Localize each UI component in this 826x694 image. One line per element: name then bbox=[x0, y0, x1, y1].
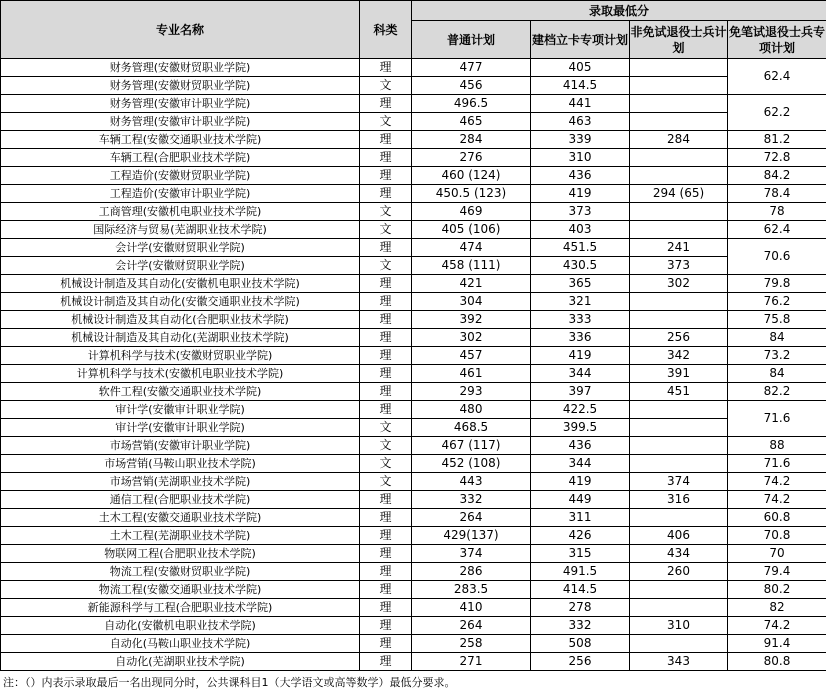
exempt-score-cell: 80.2 bbox=[728, 581, 826, 599]
exempt-score-cell: 60.8 bbox=[728, 509, 826, 527]
subject-cell: 理 bbox=[360, 239, 412, 257]
table-row bbox=[1, 167, 826, 185]
header-major: 专业名称 bbox=[1, 1, 360, 59]
nonexempt-score-cell bbox=[630, 221, 728, 239]
table-row bbox=[1, 239, 826, 257]
table-row bbox=[1, 149, 826, 167]
major-cell: 机械设计制造及其自动化(芜湖职业技术学院) bbox=[1, 329, 360, 347]
major-cell: 审计学(安徽审计职业学院) bbox=[1, 419, 360, 437]
footnote: 注：（）内表示录取最后一名出现同分时，公共课科目1（大学语文或高等数学）最低分要求。 bbox=[3, 676, 456, 689]
table-row bbox=[1, 527, 826, 545]
exempt-score-cell: 62.4 bbox=[728, 59, 826, 95]
regular-score-cell: 392 bbox=[412, 311, 531, 329]
exempt-score-cell: 62.4 bbox=[728, 221, 826, 239]
regular-score-cell: 410 bbox=[412, 599, 531, 617]
subject-cell: 理 bbox=[360, 383, 412, 401]
nonexempt-score-cell: 342 bbox=[630, 347, 728, 365]
card-score-cell: 441 bbox=[531, 95, 630, 113]
table-row bbox=[1, 653, 826, 671]
card-score-cell: 256 bbox=[531, 653, 630, 671]
subject-cell: 理 bbox=[360, 347, 412, 365]
card-score-cell: 399.5 bbox=[531, 419, 630, 437]
card-score-cell: 436 bbox=[531, 167, 630, 185]
major-cell: 工商管理(安徽机电职业技术学院) bbox=[1, 203, 360, 221]
table-row bbox=[1, 491, 826, 509]
subject-cell: 理 bbox=[360, 293, 412, 311]
major-cell: 财务管理(安徽审计职业学院) bbox=[1, 95, 360, 113]
table-row bbox=[1, 329, 826, 347]
regular-score-cell: 460 (124) bbox=[412, 167, 531, 185]
nonexempt-score-cell: 284 bbox=[630, 131, 728, 149]
card-score-cell: 315 bbox=[531, 545, 630, 563]
table-row bbox=[1, 95, 826, 113]
subject-cell: 理 bbox=[360, 167, 412, 185]
exempt-score-cell: 78 bbox=[728, 203, 826, 221]
subject-cell: 理 bbox=[360, 599, 412, 617]
table-row bbox=[1, 77, 826, 95]
major-cell: 新能源科学与工程(合肥职业技术学院) bbox=[1, 599, 360, 617]
major-cell: 会计学(安徽财贸职业学院) bbox=[1, 257, 360, 275]
card-score-cell: 436 bbox=[531, 437, 630, 455]
subject-cell: 理 bbox=[360, 563, 412, 581]
regular-score-cell: 480 bbox=[412, 401, 531, 419]
nonexempt-score-cell: 343 bbox=[630, 653, 728, 671]
card-score-cell: 463 bbox=[531, 113, 630, 131]
major-cell: 物联网工程(合肥职业技术学院) bbox=[1, 545, 360, 563]
table-row bbox=[1, 401, 826, 419]
major-cell: 市场营销(芜湖职业技术学院) bbox=[1, 473, 360, 491]
table-row bbox=[1, 185, 826, 203]
regular-score-cell: 474 bbox=[412, 239, 531, 257]
subject-cell: 理 bbox=[360, 311, 412, 329]
major-cell: 通信工程(合肥职业技术学院) bbox=[1, 491, 360, 509]
card-score-cell: 397 bbox=[531, 383, 630, 401]
card-score-cell: 419 bbox=[531, 473, 630, 491]
major-cell: 计算机科学与技术(安徽机电职业技术学院) bbox=[1, 365, 360, 383]
exempt-score-cell: 75.8 bbox=[728, 311, 826, 329]
card-score-cell: 419 bbox=[531, 347, 630, 365]
major-cell: 市场营销(马鞍山职业技术学院) bbox=[1, 455, 360, 473]
major-cell: 国际经济与贸易(芜湖职业技术学院) bbox=[1, 221, 360, 239]
major-cell: 机械设计制造及其自动化(安徽机电职业技术学院) bbox=[1, 275, 360, 293]
regular-score-cell: 496.5 bbox=[412, 95, 531, 113]
exempt-score-cell: 62.2 bbox=[728, 95, 826, 131]
table-row bbox=[1, 131, 826, 149]
nonexempt-score-cell bbox=[630, 149, 728, 167]
subject-cell: 理 bbox=[360, 527, 412, 545]
table-row bbox=[1, 59, 826, 77]
subject-cell: 理 bbox=[360, 491, 412, 509]
card-score-cell: 365 bbox=[531, 275, 630, 293]
card-score-cell: 333 bbox=[531, 311, 630, 329]
exempt-score-cell: 84.2 bbox=[728, 167, 826, 185]
table-row bbox=[1, 599, 826, 617]
nonexempt-score-cell bbox=[630, 113, 728, 131]
exempt-score-cell: 81.2 bbox=[728, 131, 826, 149]
exempt-score-cell: 80.8 bbox=[728, 653, 826, 671]
nonexempt-score-cell bbox=[630, 95, 728, 113]
table-row bbox=[1, 275, 826, 293]
nonexempt-score-cell: 241 bbox=[630, 239, 728, 257]
major-cell: 财务管理(安徽审计职业学院) bbox=[1, 113, 360, 131]
exempt-score-cell: 79.4 bbox=[728, 563, 826, 581]
nonexempt-score-cell: 316 bbox=[630, 491, 728, 509]
major-cell: 财务管理(安徽财贸职业学院) bbox=[1, 77, 360, 95]
nonexempt-score-cell bbox=[630, 437, 728, 455]
card-score-cell: 310 bbox=[531, 149, 630, 167]
subject-cell: 文 bbox=[360, 437, 412, 455]
subject-cell: 文 bbox=[360, 113, 412, 131]
card-score-cell: 449 bbox=[531, 491, 630, 509]
major-cell: 计算机科学与技术(安徽财贸职业学院) bbox=[1, 347, 360, 365]
regular-score-cell: 264 bbox=[412, 509, 531, 527]
exempt-score-cell: 91.4 bbox=[728, 635, 826, 653]
regular-score-cell: 304 bbox=[412, 293, 531, 311]
table-row bbox=[1, 437, 826, 455]
major-cell: 工程造价(安徽财贸职业学院) bbox=[1, 167, 360, 185]
exempt-score-cell: 78.4 bbox=[728, 185, 826, 203]
exempt-score-cell: 76.2 bbox=[728, 293, 826, 311]
regular-score-cell: 452 (108) bbox=[412, 455, 531, 473]
subject-cell: 文 bbox=[360, 77, 412, 95]
nonexempt-score-cell: 373 bbox=[630, 257, 728, 275]
major-cell: 审计学(安徽审计职业学院) bbox=[1, 401, 360, 419]
major-cell: 会计学(安徽财贸职业学院) bbox=[1, 239, 360, 257]
nonexempt-score-cell: 302 bbox=[630, 275, 728, 293]
table-row bbox=[1, 545, 826, 563]
subject-cell: 文 bbox=[360, 419, 412, 437]
major-cell: 自动化(芜湖职业技术学院) bbox=[1, 653, 360, 671]
regular-score-cell: 271 bbox=[412, 653, 531, 671]
regular-score-cell: 332 bbox=[412, 491, 531, 509]
subject-cell: 理 bbox=[360, 275, 412, 293]
subject-cell: 文 bbox=[360, 473, 412, 491]
exempt-score-cell: 82 bbox=[728, 599, 826, 617]
exempt-score-cell: 74.2 bbox=[728, 617, 826, 635]
regular-score-cell: 374 bbox=[412, 545, 531, 563]
nonexempt-score-cell bbox=[630, 401, 728, 419]
nonexempt-score-cell bbox=[630, 311, 728, 329]
card-score-cell: 491.5 bbox=[531, 563, 630, 581]
subject-cell: 理 bbox=[360, 131, 412, 149]
table-body bbox=[1, 59, 826, 671]
card-score-cell: 278 bbox=[531, 599, 630, 617]
nonexempt-score-cell: 310 bbox=[630, 617, 728, 635]
major-cell: 车辆工程(安徽交通职业技术学院) bbox=[1, 131, 360, 149]
major-cell: 工程造价(安徽审计职业学院) bbox=[1, 185, 360, 203]
regular-score-cell: 458 (111) bbox=[412, 257, 531, 275]
regular-score-cell: 276 bbox=[412, 149, 531, 167]
card-score-cell: 339 bbox=[531, 131, 630, 149]
exempt-score-cell: 70.8 bbox=[728, 527, 826, 545]
table-row bbox=[1, 113, 826, 131]
table-row bbox=[1, 311, 826, 329]
header-regular-plan: 普通计划 bbox=[412, 21, 531, 59]
subject-cell: 文 bbox=[360, 203, 412, 221]
nonexempt-score-cell bbox=[630, 293, 728, 311]
regular-score-cell: 477 bbox=[412, 59, 531, 77]
regular-score-cell: 461 bbox=[412, 365, 531, 383]
exempt-score-cell: 72.8 bbox=[728, 149, 826, 167]
table-row bbox=[1, 365, 826, 383]
exempt-score-cell: 70 bbox=[728, 545, 826, 563]
exempt-score-cell: 70.6 bbox=[728, 239, 826, 275]
table-row bbox=[1, 509, 826, 527]
major-cell: 自动化(马鞍山职业技术学院) bbox=[1, 635, 360, 653]
nonexempt-score-cell bbox=[630, 455, 728, 473]
nonexempt-score-cell: 256 bbox=[630, 329, 728, 347]
regular-score-cell: 405 (106) bbox=[412, 221, 531, 239]
regular-score-cell: 429(137) bbox=[412, 527, 531, 545]
major-cell: 自动化(安徽机电职业技术学院) bbox=[1, 617, 360, 635]
header-nonexempt-veteran-plan: 非免试退役士兵计划 bbox=[630, 21, 728, 59]
nonexempt-score-cell bbox=[630, 419, 728, 437]
subject-cell: 理 bbox=[360, 329, 412, 347]
card-score-cell: 332 bbox=[531, 617, 630, 635]
header-min-score-group: 录取最低分 bbox=[412, 1, 826, 21]
table-row bbox=[1, 203, 826, 221]
nonexempt-score-cell bbox=[630, 203, 728, 221]
exempt-score-cell: 84 bbox=[728, 329, 826, 347]
table-row bbox=[1, 257, 826, 275]
subject-cell: 理 bbox=[360, 401, 412, 419]
nonexempt-score-cell bbox=[630, 59, 728, 77]
subject-cell: 文 bbox=[360, 257, 412, 275]
regular-score-cell: 283.5 bbox=[412, 581, 531, 599]
table-row bbox=[1, 473, 826, 491]
card-score-cell: 321 bbox=[531, 293, 630, 311]
subject-cell: 理 bbox=[360, 581, 412, 599]
header-card-plan: 建档立卡专项计划 bbox=[531, 21, 630, 59]
card-score-cell: 508 bbox=[531, 635, 630, 653]
subject-cell: 理 bbox=[360, 365, 412, 383]
subject-cell: 文 bbox=[360, 455, 412, 473]
card-score-cell: 311 bbox=[531, 509, 630, 527]
major-cell: 车辆工程(合肥职业技术学院) bbox=[1, 149, 360, 167]
table-row bbox=[1, 635, 826, 653]
regular-score-cell: 264 bbox=[412, 617, 531, 635]
nonexempt-score-cell bbox=[630, 77, 728, 95]
regular-score-cell: 258 bbox=[412, 635, 531, 653]
nonexempt-score-cell bbox=[630, 581, 728, 599]
nonexempt-score-cell: 294 (65) bbox=[630, 185, 728, 203]
subject-cell: 理 bbox=[360, 149, 412, 167]
table-row bbox=[1, 419, 826, 437]
card-score-cell: 344 bbox=[531, 365, 630, 383]
exempt-score-cell: 71.6 bbox=[728, 401, 826, 437]
regular-score-cell: 284 bbox=[412, 131, 531, 149]
card-score-cell: 426 bbox=[531, 527, 630, 545]
regular-score-cell: 302 bbox=[412, 329, 531, 347]
major-cell: 机械设计制造及其自动化(合肥职业技术学院) bbox=[1, 311, 360, 329]
major-cell: 机械设计制造及其自动化(安徽交通职业技术学院) bbox=[1, 293, 360, 311]
card-score-cell: 430.5 bbox=[531, 257, 630, 275]
regular-score-cell: 421 bbox=[412, 275, 531, 293]
exempt-score-cell: 74.2 bbox=[728, 473, 826, 491]
major-cell: 软件工程(安徽交通职业技术学院) bbox=[1, 383, 360, 401]
exempt-score-cell: 74.2 bbox=[728, 491, 826, 509]
exempt-score-cell: 73.2 bbox=[728, 347, 826, 365]
card-score-cell: 451.5 bbox=[531, 239, 630, 257]
subject-cell: 理 bbox=[360, 635, 412, 653]
major-cell: 市场营销(安徽审计职业学院) bbox=[1, 437, 360, 455]
nonexempt-score-cell bbox=[630, 509, 728, 527]
table-row bbox=[1, 383, 826, 401]
major-cell: 物流工程(安徽财贸职业学院) bbox=[1, 563, 360, 581]
regular-score-cell: 293 bbox=[412, 383, 531, 401]
card-score-cell: 422.5 bbox=[531, 401, 630, 419]
card-score-cell: 405 bbox=[531, 59, 630, 77]
subject-cell: 文 bbox=[360, 221, 412, 239]
regular-score-cell: 468.5 bbox=[412, 419, 531, 437]
card-score-cell: 414.5 bbox=[531, 581, 630, 599]
card-score-cell: 419 bbox=[531, 185, 630, 203]
nonexempt-score-cell bbox=[630, 167, 728, 185]
card-score-cell: 344 bbox=[531, 455, 630, 473]
regular-score-cell: 467 (117) bbox=[412, 437, 531, 455]
subject-cell: 理 bbox=[360, 95, 412, 113]
major-cell: 土木工程(芜湖职业技术学院) bbox=[1, 527, 360, 545]
regular-score-cell: 469 bbox=[412, 203, 531, 221]
exempt-score-cell: 88 bbox=[728, 437, 826, 455]
nonexempt-score-cell: 374 bbox=[630, 473, 728, 491]
regular-score-cell: 456 bbox=[412, 77, 531, 95]
nonexempt-score-cell: 391 bbox=[630, 365, 728, 383]
exempt-score-cell: 84 bbox=[728, 365, 826, 383]
table-row bbox=[1, 617, 826, 635]
subject-cell: 理 bbox=[360, 509, 412, 527]
nonexempt-score-cell: 451 bbox=[630, 383, 728, 401]
subject-cell: 理 bbox=[360, 185, 412, 203]
header-exempt-veteran-plan: 免笔试退役士兵专项计划 bbox=[728, 21, 826, 59]
subject-cell: 理 bbox=[360, 545, 412, 563]
nonexempt-score-cell: 260 bbox=[630, 563, 728, 581]
regular-score-cell: 286 bbox=[412, 563, 531, 581]
nonexempt-score-cell bbox=[630, 635, 728, 653]
exempt-score-cell: 79.8 bbox=[728, 275, 826, 293]
card-score-cell: 403 bbox=[531, 221, 630, 239]
regular-score-cell: 457 bbox=[412, 347, 531, 365]
regular-score-cell: 465 bbox=[412, 113, 531, 131]
major-cell: 物流工程(安徽交通职业技术学院) bbox=[1, 581, 360, 599]
major-cell: 财务管理(安徽财贸职业学院) bbox=[1, 59, 360, 77]
card-score-cell: 373 bbox=[531, 203, 630, 221]
table-row bbox=[1, 347, 826, 365]
regular-score-cell: 450.5 (123) bbox=[412, 185, 531, 203]
exempt-score-cell: 71.6 bbox=[728, 455, 826, 473]
card-score-cell: 414.5 bbox=[531, 77, 630, 95]
subject-cell: 理 bbox=[360, 653, 412, 671]
table-row bbox=[1, 581, 826, 599]
table-row bbox=[1, 221, 826, 239]
table-row bbox=[1, 293, 826, 311]
exempt-score-cell: 82.2 bbox=[728, 383, 826, 401]
nonexempt-score-cell: 406 bbox=[630, 527, 728, 545]
card-score-cell: 336 bbox=[531, 329, 630, 347]
subject-cell: 理 bbox=[360, 617, 412, 635]
table-row bbox=[1, 455, 826, 473]
header-subject: 科类 bbox=[360, 1, 412, 59]
subject-cell: 理 bbox=[360, 59, 412, 77]
regular-score-cell: 443 bbox=[412, 473, 531, 491]
major-cell: 土木工程(安徽交通职业技术学院) bbox=[1, 509, 360, 527]
nonexempt-score-cell bbox=[630, 599, 728, 617]
table-row bbox=[1, 563, 826, 581]
nonexempt-score-cell: 434 bbox=[630, 545, 728, 563]
